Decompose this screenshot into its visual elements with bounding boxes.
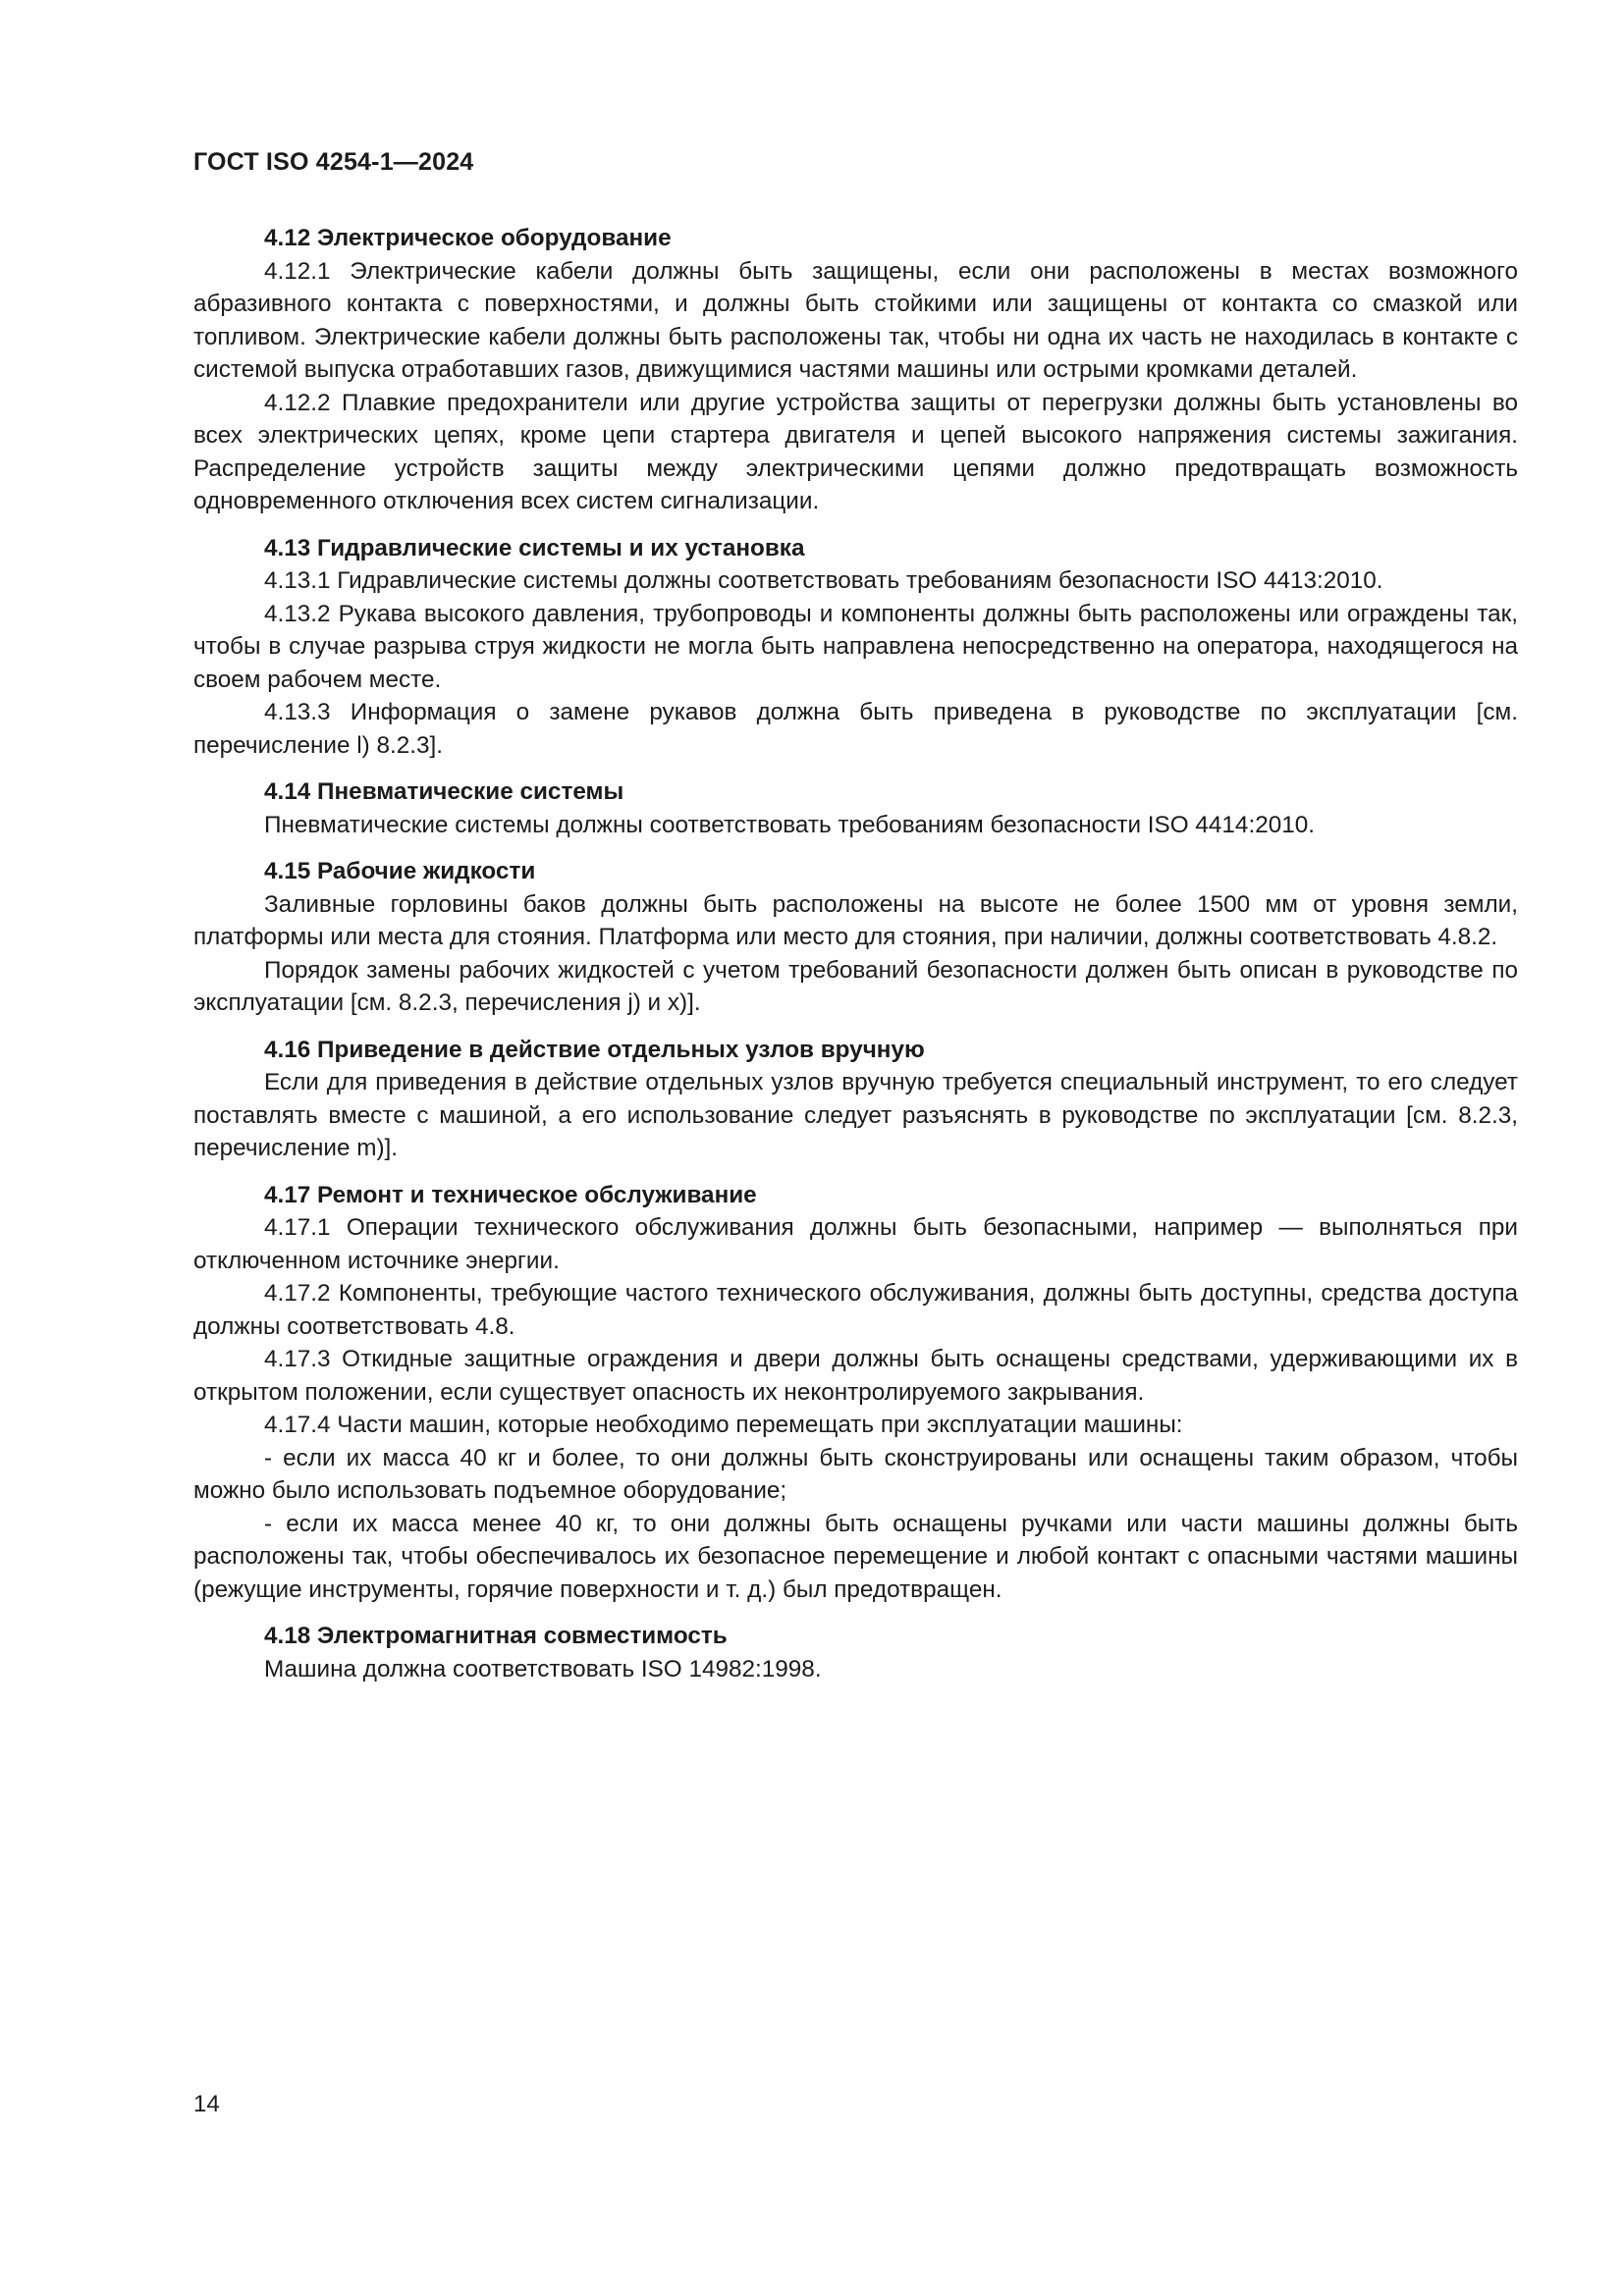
section-4-13 (193, 532, 1518, 763)
paragraph: Заливные горловины баков должны быть расположены на высоте не более 1500 мм от уровня земли, платформы или места для стояния. Платформа или место для стояния, при наличии, должны соответствовать 4.8.2. (193, 890, 1518, 950)
section-4-18 (193, 1620, 1518, 1685)
paragraph: 4.12.1 Электрические кабели должны быть защищены, если они расположены в местах возможного абразивного контакта с поверхностями, и должны быть стойкими или защищены от контакта со смазкой или топливом. Электрические кабели должны быть расположены так, чтобы ни одна их часть не находилась в контакте с системой выпуска отработавших газов, движущимися частями машины или острыми кромками деталей. (193, 257, 1518, 383)
list-item: - если их масса менее 40 кг, то они должны быть оснащены ручками или части машины должны быть расположены так, чтобы обеспечивалось их безопасное перемещение и любой контакт с опасными частями машины (режущие инструменты, горячие поверхности и т. д.) был предотвращен. (193, 1510, 1518, 1603)
paragraph: Пневматические системы должны соответствовать требованиям безопасности ISO 4414:2010. (264, 811, 1315, 838)
section-4-12 (193, 222, 1518, 518)
paragraph: 4.12.2 Плавкие предохранители или другие устройства защиты от перегрузки должны быть установлены во всех электрических цепях, кроме цепи стартера двигателя и цепей высокого напряжения системы зажигания. Распределение устройств защиты между электрическими цепями должно предотвращать возможность одновременного отключения всех систем сигнализации. (193, 389, 1518, 514)
paragraph: 4.17.2 Компоненты, требующие частого технического обслуживания, должны быть доступны, средства доступа должны соответствовать 4.8. (193, 1280, 1518, 1340)
section-4-15 (193, 855, 1518, 1020)
paragraph: 4.17.4 Части машин, которые необходимо перемещать при эксплуатации машины: (264, 1412, 1183, 1438)
section-heading: 4.17 Ремонт и техническое обслуживание (264, 1181, 757, 1208)
section-4-16 (193, 1034, 1518, 1165)
paragraph: Машина должна соответствовать ISO 14982:1998. (264, 1655, 822, 1682)
section-heading: 4.18 Электромагнитная совместимость (264, 1623, 728, 1649)
paragraph: 4.13.1 Гидравлические системы должны соответствовать требованиям безопасности ISO 4413:2010. (264, 567, 1383, 594)
section-4-14 (193, 775, 1518, 841)
paragraph: 4.13.3 Информация о замене рукавов должна быть приведена в руководстве по эксплуатации [см. перечисление l) 8.2.3]. (193, 699, 1518, 759)
section-4-17 (193, 1179, 1518, 1607)
paragraph: Порядок замены рабочих жидкостей с учетом требований безопасности должен быть описан в руководстве по эксплуатации [см. 8.2.3, перечисления j) и x)]. (193, 956, 1518, 1016)
section-heading: 4.13 Гидравлические системы и их установка (264, 534, 805, 561)
section-heading: 4.12 Электрическое оборудование (264, 225, 672, 251)
paragraph: 4.13.2 Рукава высокого давления, трубопроводы и компоненты должны быть расположены или ограждены так, чтобы в случае разрыва струя жидкости не могла быть направлена непосредственно на оператора, находящегося на своем рабочем месте. (193, 600, 1518, 693)
section-heading: 4.14 Пневматические системы (264, 778, 624, 805)
paragraph: Если для приведения в действие отдельных узлов вручную требуется специальный инструмент, то его следует поставлять вместе с машиной, а его использование следует разъяснять в руководстве по эксплуатации [см. 8.2.3, перечисление m)]. (193, 1069, 1518, 1161)
section-heading: 4.16 Приведение в действие отдельных узлов вручную (264, 1036, 925, 1063)
page-number: 14 (193, 2091, 220, 2117)
document-body (193, 222, 1518, 1685)
paragraph: 4.17.3 Откидные защитные ограждения и двери должны быть оснащены средствами, удерживающими их в открытом положении, если существует опасность их неконтролируемого закрывания. (193, 1346, 1518, 1406)
section-heading: 4.15 Рабочие жидкости (264, 858, 536, 884)
document-header: ГОСТ ISO 4254-1—2024 (193, 148, 474, 176)
paragraph: 4.17.1 Операции технического обслуживания должны быть безопасными, например — выполняться при отключенном источнике энергии. (193, 1214, 1518, 1274)
list-item: - если их масса 40 кг и более, то они должны быть сконструированы или оснащены таким образом, чтобы можно было использовать подъемное оборудование; (193, 1444, 1518, 1504)
